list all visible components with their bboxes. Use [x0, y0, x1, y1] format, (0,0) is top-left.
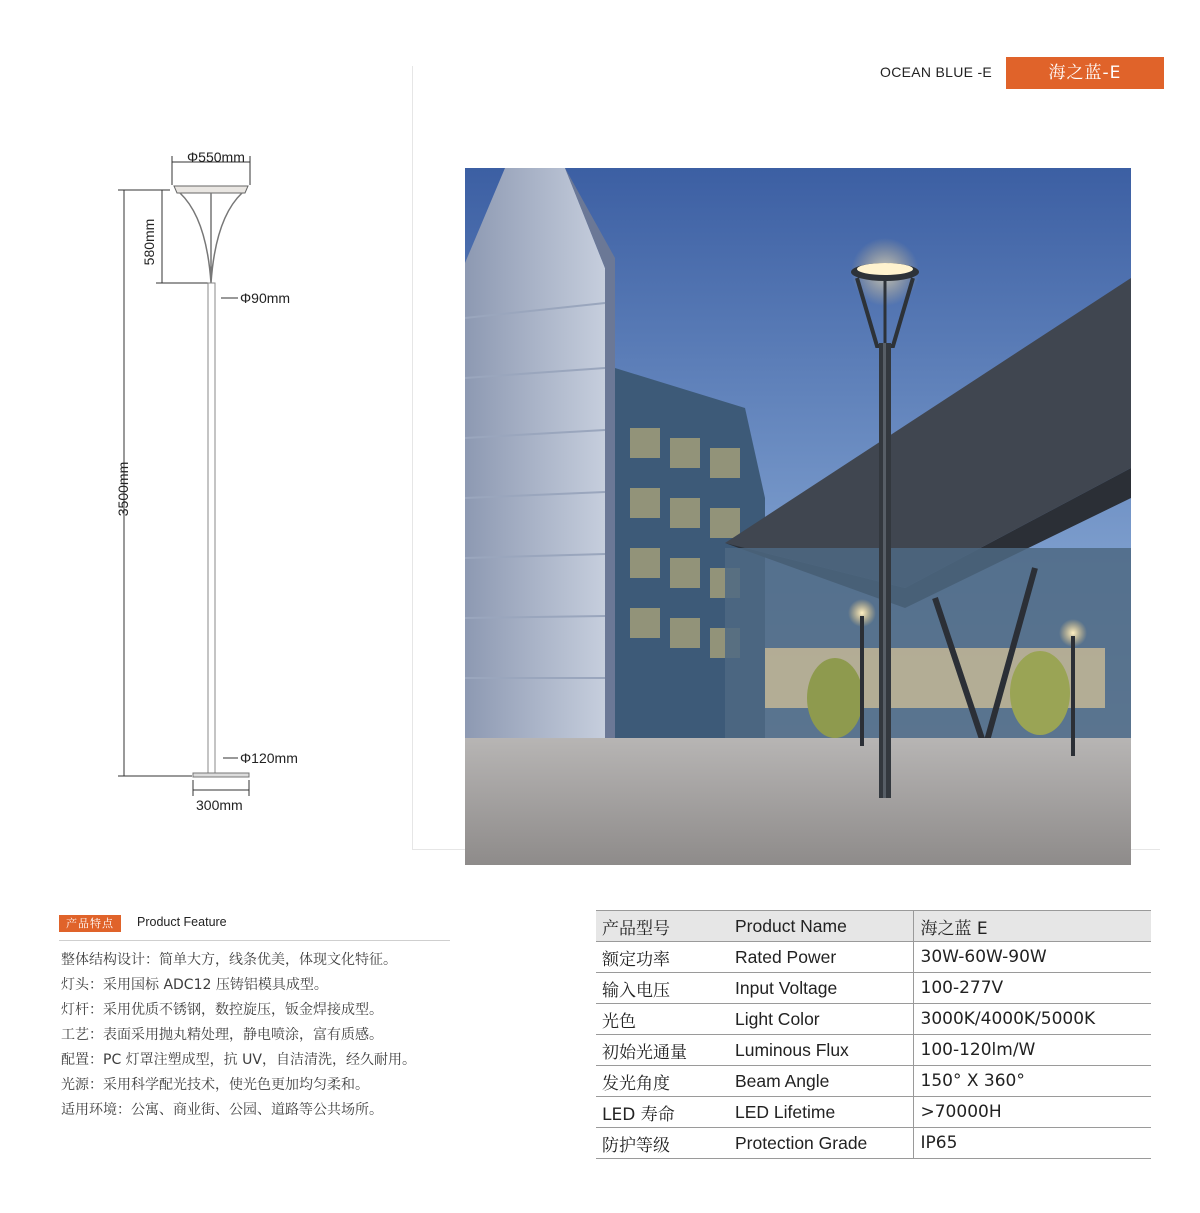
dim-total-height: 3500mm	[115, 461, 131, 517]
spec-label-cn: 初始光通量	[596, 1035, 735, 1066]
dim-top-pole-diameter: Φ90mm	[240, 290, 291, 306]
spec-value: 150° X 360°	[913, 1066, 1151, 1097]
spec-table	[596, 910, 1151, 1159]
spec-value: 100-120lm/W	[913, 1035, 1151, 1066]
table-row	[596, 1035, 1151, 1066]
spec-label-en: Luminous Flux	[735, 1035, 913, 1066]
spec-value: 海之蓝 E	[913, 911, 1151, 942]
feature-item: 光源：采用科学配光技术，使光色更加均匀柔和。	[61, 1077, 369, 1093]
table-row	[596, 1128, 1151, 1159]
table-row	[596, 1097, 1151, 1128]
feature-item: 灯头：采用国标 ADC12 压铸铝模具成型。	[61, 977, 328, 993]
product-chinese-title-badge: 海之蓝-E	[1006, 57, 1164, 89]
spec-label-cn: LED 寿命	[596, 1097, 735, 1128]
spec-label-cn: 光色	[596, 1004, 735, 1035]
spec-label-en: LED Lifetime	[735, 1097, 913, 1128]
spec-label-cn: 额定功率	[596, 942, 735, 973]
dim-head-diameter: Φ550mm	[187, 149, 245, 165]
spec-value: 100-277V	[913, 973, 1151, 1004]
spec-label-cn: 发光角度	[596, 1066, 735, 1097]
feature-item: 灯杆：采用优质不锈钢，数控旋压，钣金焊接成型。	[61, 1002, 383, 1018]
spec-label-en: Protection Grade	[735, 1128, 913, 1159]
spec-label-cn: 防护等级	[596, 1128, 735, 1159]
product-scene-photo	[465, 168, 1131, 865]
spec-label-en: Input Voltage	[735, 973, 913, 1004]
table-row	[596, 911, 1151, 942]
feature-item: 适用环境：公寓、商业街、公园、道路等公共场所。	[61, 1102, 383, 1118]
frame-divider-vertical	[412, 66, 413, 850]
product-english-title: OCEAN BLUE -E	[880, 64, 993, 80]
spec-label-en: Light Color	[735, 1004, 913, 1035]
spec-value: 3000K/4000K/5000K	[913, 1004, 1151, 1035]
product-feature-title: Product Feature	[137, 915, 227, 929]
spec-label-cn: 输入电压	[596, 973, 735, 1004]
product-feature-badge: 产品特点	[59, 915, 121, 932]
dim-bottom-pole-diameter: Φ120mm	[240, 750, 298, 766]
table-row	[596, 973, 1151, 1004]
table-row	[596, 942, 1151, 973]
feature-item: 整体结构设计：简单大方，线条优美，体现文化特征。	[61, 952, 397, 968]
spec-label-en: Rated Power	[735, 942, 913, 973]
feature-list	[61, 948, 416, 1123]
feature-divider	[59, 940, 450, 941]
spec-label-cn: 产品型号	[596, 911, 735, 942]
feature-item: 配置：PC 灯罩注塑成型，抗 UV，自洁清洗，经久耐用。	[61, 1052, 416, 1068]
dim-head-height: 580mm	[141, 218, 157, 266]
spec-label-en: Product Name	[735, 911, 913, 942]
table-row	[596, 1066, 1151, 1097]
dimension-drawing	[100, 140, 350, 834]
table-row	[596, 1004, 1151, 1035]
dim-base-width: 300mm	[196, 797, 243, 813]
spec-label-en: Beam Angle	[735, 1066, 913, 1097]
feature-item: 工艺：表面采用抛丸精处理，静电喷涂，富有质感。	[61, 1027, 383, 1043]
spec-value: >70000H	[913, 1097, 1151, 1128]
spec-value: IP65	[913, 1128, 1151, 1159]
spec-value: 30W-60W-90W	[913, 942, 1151, 973]
